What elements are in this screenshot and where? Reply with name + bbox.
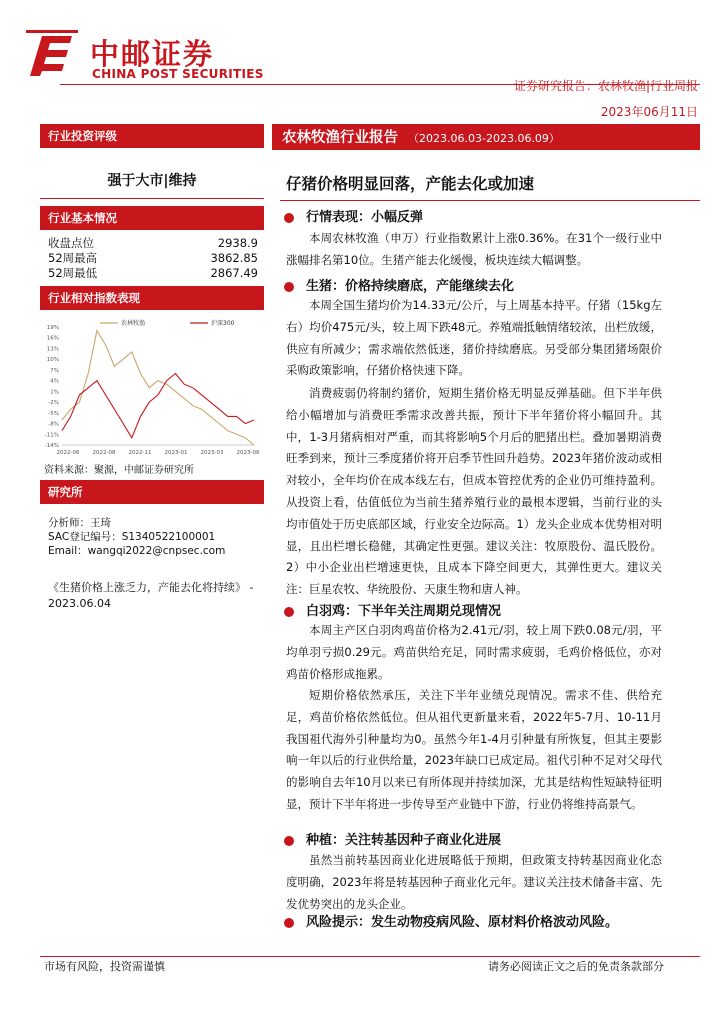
section-heading: 生猪：价格持续磨底，产能继续去化 xyxy=(286,278,514,296)
report-title-bar xyxy=(272,124,700,150)
footer-risk-note: 市场有风险，投资需谨慎 xyxy=(44,960,165,973)
related-report-link[interactable]: 《生猪价格上涨乏力，产能去化将持续》 - 2023.06.04 xyxy=(48,581,254,610)
china-post-logo-icon xyxy=(24,26,80,82)
section-heading: 种植：关注转基因种子商业化进展 xyxy=(286,832,501,850)
x-tick-label: 2023-01 xyxy=(164,450,188,456)
analyst-name: 分析师：王琦 xyxy=(48,517,111,529)
series-line-0 xyxy=(62,331,254,445)
paragraph: 本周主产区白羽肉鸡苗价格为2.41元/羽，较上周下跌0.08元/羽，平均单羽亏损0.29元。鸡苗供给充足，同时需求疲弱，毛鸡价格低位，亦对鸡苗价格形成拖累。 xyxy=(286,623,662,681)
basic-info-label: 行业基本情况 xyxy=(40,206,264,230)
report-period: （2023.06.03-2023.06.09） xyxy=(408,132,560,145)
bullet-icon xyxy=(284,918,294,928)
section-heading: 行情表现：小幅反弹 xyxy=(286,209,423,227)
paragraph: 本周农林牧渔（申万）行业指数累计上涨0.36%。在31个一级行业中涨幅排名第10位。生猪产能去化缓慢，板块连续大幅调整。 xyxy=(286,231,662,267)
y-tick-label: -14% xyxy=(44,443,59,449)
bullet-icon xyxy=(284,607,294,617)
info-label: 52周最高 xyxy=(48,251,98,265)
relative-index-chart xyxy=(40,313,264,458)
x-tick-label: 2022-11 xyxy=(128,450,152,456)
y-tick-label: -2% xyxy=(48,400,59,407)
y-tick-label: 1% xyxy=(50,389,59,396)
paragraph: 短期价格依然承压，关注下半年业绩兑现情况。需求不佳、供给充足，鸡苗价格依然低位。但从祖代更新量来看，2022年5-7月、10-11月我国祖代海外引种量均为0。虽然今年1-4月引种量有所恢复，但其主要影响一年以后的行业供给量，2023年缺口已成定局。祖代引种不足对父母代的影响自去年10月以来已有所体现并持续加深，尤其是结构性短缺特征明显，预计下半年将进一步传导至产业链中下游，行业仍将维持高景气。 xyxy=(286,688,662,811)
footer-divider xyxy=(40,956,700,957)
y-tick-label: 19% xyxy=(46,325,59,331)
paragraph: 消费疲弱仍将制约猪价，短期生猪价格无明显反弹基础。但下半年供给小幅增加与消费旺季需求改善共振，预计下半年猪价将小幅回升。其中，1-3月猪病相对严重，而其将影响5个月后的肥猪出栏。叠加暑期消费旺季到来，预计三季度猪价将开启季节性回升趋势。2023年猪价波动或相对较小，全年均价在成本线左右，但成本管控优秀的企业仍可维持盈利。从投资上看，估值低位为当前生猪养殖行业的最根本逻辑，当前行业的头均市值处于历史底部区域，行业安全边际高。1）龙头企业成本优势相对明显，且出栏增长稳健，其确定性更强。建议关注：牧原股份、温氏股份。2）中小企业出栏增速更快，且成本下降空间更大，其弹性更大。建议关注：巨星农牧、华统股份、天康生物和唐人神。 xyxy=(286,386,662,597)
research-label: 研究所 xyxy=(40,480,264,504)
info-label: 收盘点位 xyxy=(48,236,94,250)
report-date: 2023年06月11日 xyxy=(600,105,698,119)
y-tick-label: 4% xyxy=(50,378,59,385)
x-tick-label: 2022-08 xyxy=(92,450,116,456)
info-row-52w-high xyxy=(48,251,258,266)
y-tick-label: -8% xyxy=(48,421,59,428)
x-tick-label: 2022-06 xyxy=(56,450,80,456)
y-tick-label: -5% xyxy=(48,410,59,417)
info-label: 52周最低 xyxy=(48,266,98,280)
x-tick-label: 2023-06 xyxy=(236,450,260,456)
y-tick-label: -11% xyxy=(44,432,59,439)
legend-label: 农林牧渔 xyxy=(121,320,146,327)
report-type: 证券研究报告：农林牧渔|行业周报 xyxy=(513,79,698,93)
rating-value: 强于大市|维持 xyxy=(107,173,197,189)
section-heading: 白羽鸡：下半年关注周期兑现情况 xyxy=(286,603,501,621)
y-tick-label: 7% xyxy=(50,367,59,374)
sac-number: SAC登记编号：S1340522100001 xyxy=(48,531,216,543)
y-tick-label: 16% xyxy=(46,335,59,342)
info-value: 3862.85 xyxy=(210,251,258,265)
y-tick-label: 13% xyxy=(46,346,59,353)
info-row-close xyxy=(48,236,258,251)
report-title: 农林牧渔行业报告 xyxy=(282,130,398,146)
brand-name-en: CHINA POST SECURITIES xyxy=(92,67,264,81)
legend-label: 沪深300 xyxy=(211,320,235,327)
rating-label: 行业投资评级 xyxy=(40,124,264,148)
section-heading: 风险提示：发生动物疫病风险、原材料价格波动风险。 xyxy=(286,914,618,932)
chart-source: 资料来源：聚源，中邮证券研究所 xyxy=(44,465,194,476)
headline-divider xyxy=(280,200,700,201)
brand-name-cn: 中邮证券 xyxy=(90,37,215,71)
footer-disclaimer: 请务必阅读正文之后的免责条款部分 xyxy=(488,960,664,973)
analyst-email[interactable]: Email：wangqi2022@cnpsec.com xyxy=(48,545,226,557)
headline: 仔猪价格明显回落，产能去化或加速 xyxy=(286,175,535,193)
x-tick-label: 2023-03 xyxy=(200,450,224,456)
relative-index-label: 行业相对指数表现 xyxy=(40,286,264,310)
bullet-icon xyxy=(284,213,294,223)
paragraph: 本周全国生猪均价为14.33元/公斤，与上周基本持平。仔猪（15kg左右）均价475元/头，较上周下跌48元。养殖端抵触情绪较浓，出栏放缓，供应有所减少；需求端依然低迷，猪价持续磨底。另受部分集团猪场限价采购政策影响，仔猪价格快速下降。 xyxy=(286,298,662,378)
info-value: 2867.49 xyxy=(210,266,258,280)
bullet-icon xyxy=(284,282,294,292)
paragraph: 虽然当前转基因商业化进展略低于预期，但政策支持转基因商业化态度明确，2023年将是转基因种子商业化元年。建议关注技术储备丰富、先发优势突出的龙头企业。 xyxy=(286,853,662,911)
rating-divider xyxy=(40,198,264,199)
bullet-icon xyxy=(284,836,294,846)
info-row-52w-low xyxy=(48,266,258,281)
y-tick-label: 10% xyxy=(46,357,59,364)
info-value: 2938.9 xyxy=(217,236,258,250)
